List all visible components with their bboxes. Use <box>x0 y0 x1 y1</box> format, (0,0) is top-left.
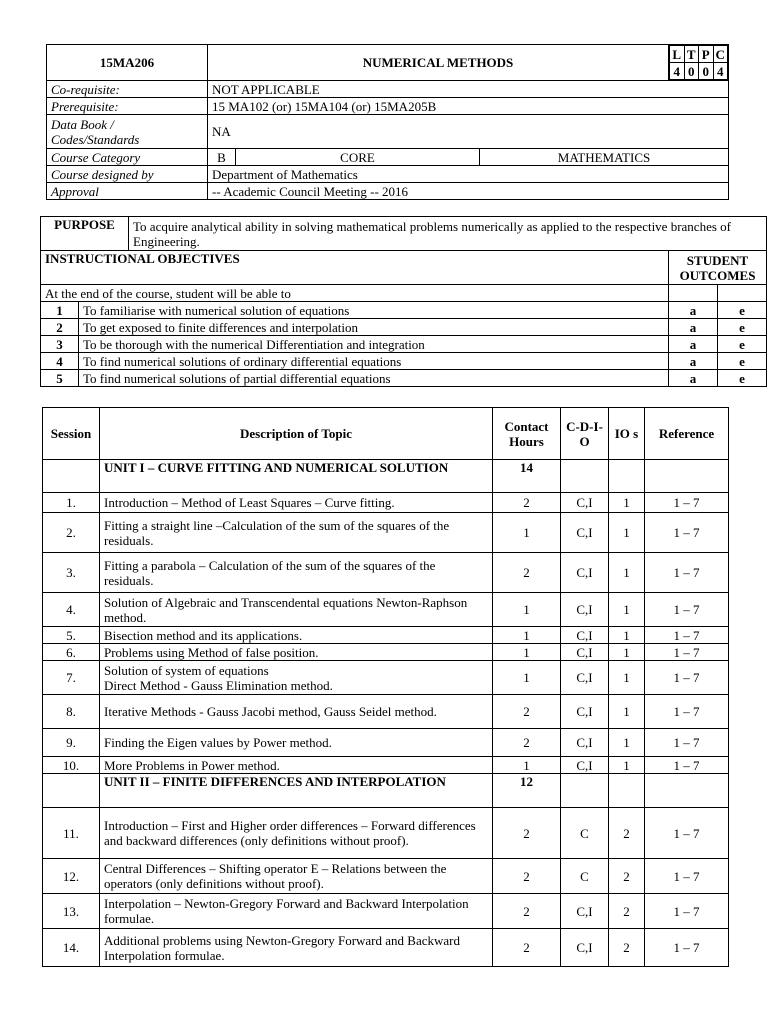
topic: Additional problems using Newton-Gregory Forward and Backward Interpolation formulae. <box>100 929 493 967</box>
outcome-a: a <box>669 370 718 387</box>
info-value: Department of Mathematics <box>208 166 729 183</box>
ltpc-value-t: 0 <box>684 63 699 80</box>
table-row <box>43 553 729 593</box>
header-ios: IO s <box>609 408 645 460</box>
objectives-intro: At the end of the course, student will be able to <box>41 285 669 302</box>
ios: 1 <box>609 644 645 661</box>
hours: 2 <box>493 929 561 967</box>
session-plan-table <box>42 407 729 967</box>
outcome-a: a <box>669 353 718 370</box>
outcome-e: e <box>718 336 767 353</box>
ios: 1 <box>609 493 645 513</box>
cdio: C,I <box>561 644 609 661</box>
unit-hours: 14 <box>493 460 561 493</box>
objective-number: 5 <box>41 370 79 387</box>
objectives-table <box>40 216 767 387</box>
session-number: 4. <box>43 593 100 627</box>
topic: Fitting a straight line –Calculation of the sum of the squares of the residuals. <box>100 513 493 553</box>
cdio: C,I <box>561 627 609 644</box>
ltpc-cell <box>669 45 729 81</box>
header-hours: Contact Hours <box>493 408 561 460</box>
session-number: 8. <box>43 695 100 729</box>
objective-row <box>41 353 767 370</box>
objective-row <box>41 336 767 353</box>
topic: More Problems in Power method. <box>100 757 493 774</box>
reference: 1 – 7 <box>645 593 729 627</box>
cdio: C,I <box>561 757 609 774</box>
reference: 1 – 7 <box>645 513 729 553</box>
session-number: 6. <box>43 644 100 661</box>
cdio: C,I <box>561 695 609 729</box>
info-label: Prerequisite: <box>47 98 208 115</box>
topic: Fitting a parabola – Calculation of the sum of the squares of the residuals. <box>100 553 493 593</box>
ios: 2 <box>609 929 645 967</box>
hours: 2 <box>493 808 561 859</box>
objective-text: To find numerical solutions of ordinary differential equations <box>79 353 669 370</box>
cdio: C,I <box>561 493 609 513</box>
objective-number: 1 <box>41 302 79 319</box>
reference: 1 – 7 <box>645 929 729 967</box>
ios: 1 <box>609 593 645 627</box>
reference: 1 – 7 <box>645 808 729 859</box>
topic: Bisection method and its applications. <box>100 627 493 644</box>
info-row <box>47 98 729 115</box>
unit-title: UNIT I – CURVE FITTING AND NUMERICAL SOLUTION <box>100 460 493 493</box>
hours: 2 <box>493 493 561 513</box>
outcome-a: a <box>669 319 718 336</box>
ltpc-table <box>669 45 728 80</box>
hours: 1 <box>493 627 561 644</box>
reference: 1 – 7 <box>645 493 729 513</box>
ios: 1 <box>609 513 645 553</box>
topic: Problems using Method of false position. <box>100 644 493 661</box>
info-value: -- Academic Council Meeting -- 2016 <box>208 183 729 200</box>
outcome-e: e <box>718 353 767 370</box>
session-number: 12. <box>43 859 100 894</box>
purpose-label: PURPOSE <box>41 217 129 251</box>
header-topic: Description of Topic <box>100 408 493 460</box>
table-row <box>43 859 729 894</box>
unit-hours: 12 <box>493 774 561 808</box>
reference: 1 – 7 <box>645 894 729 929</box>
objective-text: To find numerical solutions of partial differential equations <box>79 370 669 387</box>
cdio: C <box>561 859 609 894</box>
session-number: 3. <box>43 553 100 593</box>
course-info-table <box>46 44 729 200</box>
info-row <box>47 166 729 183</box>
header-cdio: C-D-I-O <box>561 408 609 460</box>
table-row <box>43 513 729 553</box>
reference: 1 – 7 <box>645 644 729 661</box>
objective-row <box>41 319 767 336</box>
table-row <box>43 729 729 757</box>
session-number: 1. <box>43 493 100 513</box>
objectives-heading: INSTRUCTIONAL OBJECTIVES <box>41 251 669 285</box>
ltpc-value-p: 0 <box>699 63 714 80</box>
objective-text: To be thorough with the numerical Differentiation and integration <box>79 336 669 353</box>
session-number: 7. <box>43 661 100 695</box>
header-reference: Reference <box>645 408 729 460</box>
ios: 2 <box>609 894 645 929</box>
objective-number: 3 <box>41 336 79 353</box>
objective-row <box>41 370 767 387</box>
ios: 1 <box>609 757 645 774</box>
table-row <box>43 894 729 929</box>
info-label: Co-requisite: <box>47 81 208 98</box>
ltpc-value-l: 4 <box>670 63 685 80</box>
topic: Central Differences – Shifting operator E – Relations between the operators (only definitions without proof). <box>100 859 493 894</box>
ltpc-label-p: P <box>699 46 714 63</box>
ios: 1 <box>609 661 645 695</box>
reference: 1 – 7 <box>645 859 729 894</box>
cdio: C <box>561 808 609 859</box>
objective-number: 2 <box>41 319 79 336</box>
objective-number: 4 <box>41 353 79 370</box>
info-value: NA <box>208 115 729 149</box>
course-title: NUMERICAL METHODS <box>208 45 669 81</box>
unit-row <box>43 460 729 493</box>
ios: 2 <box>609 808 645 859</box>
info-row <box>47 81 729 98</box>
purpose-text: To acquire analytical ability in solving mathematical problems numerically as applied to the respective branches of Engineering. <box>129 217 767 251</box>
info-label: Course Category <box>47 149 208 166</box>
session-number: 10. <box>43 757 100 774</box>
hours: 1 <box>493 644 561 661</box>
table-row <box>43 757 729 774</box>
table-row <box>43 593 729 627</box>
session-number: 13. <box>43 894 100 929</box>
cdio: C,I <box>561 593 609 627</box>
hours: 2 <box>493 553 561 593</box>
table-row <box>43 627 729 644</box>
reference: 1 – 7 <box>645 695 729 729</box>
ltpc-label-c: C <box>713 46 728 63</box>
reference: 1 – 7 <box>645 729 729 757</box>
session-number: 11. <box>43 808 100 859</box>
ios: 2 <box>609 859 645 894</box>
table-row <box>43 808 729 859</box>
header-session: Session <box>43 408 100 460</box>
course-category-code: B <box>208 149 236 166</box>
table-row <box>43 493 729 513</box>
ios: 1 <box>609 729 645 757</box>
info-row <box>47 115 729 149</box>
outcome-a: a <box>669 302 718 319</box>
ios: 1 <box>609 695 645 729</box>
ltpc-value-c: 4 <box>713 63 728 80</box>
reference: 1 – 7 <box>645 757 729 774</box>
ltpc-label-l: L <box>670 46 685 63</box>
topic: Interpolation – Newton-Gregory Forward and Backward Interpolation formulae. <box>100 894 493 929</box>
session-number: 5. <box>43 627 100 644</box>
info-row <box>47 149 729 166</box>
cdio: C,I <box>561 513 609 553</box>
objective-text: To familiarise with numerical solution of equations <box>79 302 669 319</box>
hours: 1 <box>493 661 561 695</box>
ltpc-label-t: T <box>684 46 699 63</box>
hours: 2 <box>493 729 561 757</box>
hours: 2 <box>493 894 561 929</box>
hours: 2 <box>493 859 561 894</box>
info-label: Approval <box>47 183 208 200</box>
ios: 1 <box>609 553 645 593</box>
topic: Introduction – First and Higher order differences – Forward differences and backward differences (only definitions without proof). <box>100 808 493 859</box>
info-row <box>47 183 729 200</box>
info-value: 15 MA102 (or) 15MA104 (or) 15MA205B <box>208 98 729 115</box>
reference: 1 – 7 <box>645 627 729 644</box>
objective-text: To get exposed to finite differences and interpolation <box>79 319 669 336</box>
course-category-dept: MATHEMATICS <box>480 149 729 166</box>
table-row <box>43 644 729 661</box>
objective-row <box>41 302 767 319</box>
topic: Introduction – Method of Least Squares – Curve fitting. <box>100 493 493 513</box>
table-row <box>43 695 729 729</box>
outcomes-heading: STUDENT OUTCOMES <box>669 251 767 285</box>
info-value: NOT APPLICABLE <box>208 81 729 98</box>
topic <box>100 661 493 695</box>
topic: Iterative Methods - Gauss Jacobi method, Gauss Seidel method. <box>100 695 493 729</box>
hours: 1 <box>493 593 561 627</box>
topic-line-2: Direct Method - Gauss Elimination method. <box>104 677 333 693</box>
hours: 1 <box>493 757 561 774</box>
cdio: C,I <box>561 661 609 695</box>
hours: 2 <box>493 695 561 729</box>
hours: 1 <box>493 513 561 553</box>
course-code: 15MA206 <box>47 45 208 81</box>
session-number: 2. <box>43 513 100 553</box>
cdio: C,I <box>561 553 609 593</box>
table-row <box>43 929 729 967</box>
session-number: 9. <box>43 729 100 757</box>
topic-line-1: Solution of system of equations <box>104 662 269 678</box>
outcome-e: e <box>718 319 767 336</box>
cdio: C,I <box>561 894 609 929</box>
outcome-e: e <box>718 302 767 319</box>
cdio: C,I <box>561 929 609 967</box>
topic: Solution of Algebraic and Transcendental equations Newton-Raphson method. <box>100 593 493 627</box>
table-row <box>43 661 729 695</box>
unit-title: UNIT II – FINITE DIFFERENCES AND INTERPOLATION <box>100 774 493 808</box>
outcome-a: a <box>669 336 718 353</box>
session-number: 14. <box>43 929 100 967</box>
unit-row <box>43 774 729 808</box>
info-label: Course designed by <box>47 166 208 183</box>
reference: 1 – 7 <box>645 553 729 593</box>
outcome-e: e <box>718 370 767 387</box>
ios: 1 <box>609 627 645 644</box>
topic: Finding the Eigen values by Power method. <box>100 729 493 757</box>
info-label: Data Book / Codes/Standards <box>47 115 208 149</box>
cdio: C,I <box>561 729 609 757</box>
course-category-type: CORE <box>236 149 480 166</box>
reference: 1 – 7 <box>645 661 729 695</box>
